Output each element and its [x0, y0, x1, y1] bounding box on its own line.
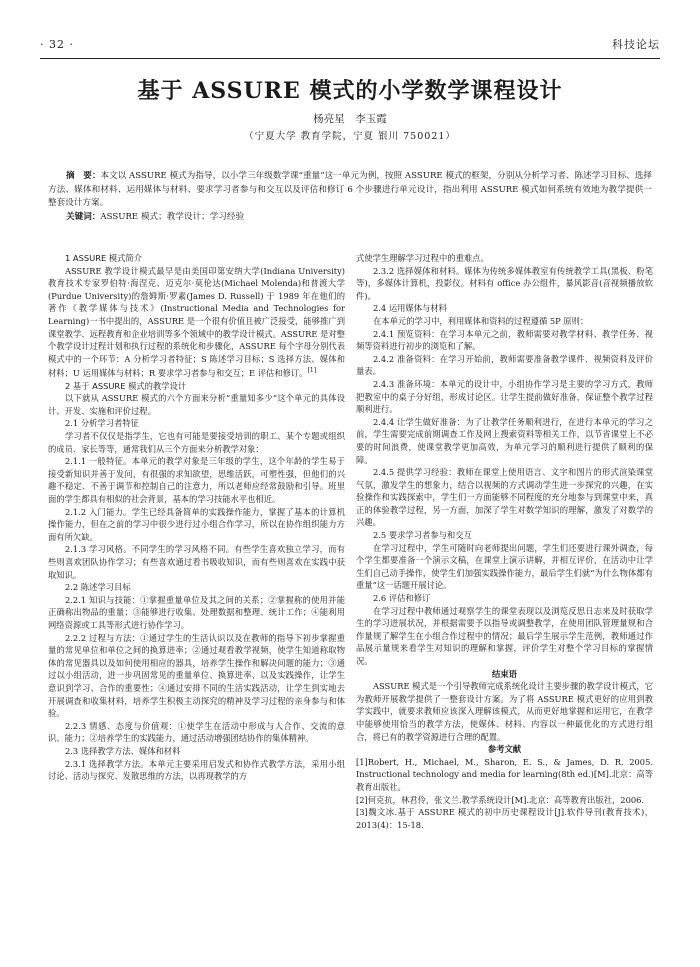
keywords-label: 关键词：	[66, 212, 101, 222]
paragraph: 2.1.2 入门能力。学生已经具备简单的实践操作能力，掌握了基本的计算机操作能力，但在之前的学习中很少进行过小组合作学习，所以在协作组织能力方面有所欠缺。	[48, 506, 345, 542]
paragraph: 在本单元的学习中，利用媒体和资料的过程遵循 5P 原则：	[373, 315, 589, 326]
header-rule	[40, 58, 660, 59]
right-column	[356, 252, 653, 831]
paragraph: 2.3.1 选择教学方法。本单元主要采用启发式和协作式教学方法，采用小组讨论、活动与探究、发散思维的方法，以再现教学的方	[48, 758, 345, 782]
left-column	[48, 252, 345, 783]
paragraph: 式使学生理解学习过程中的重难点。	[356, 253, 489, 263]
column-name: 科技论坛	[612, 38, 660, 51]
keywords-text: ASSURE 模式；教学设计；学习经验	[100, 212, 245, 222]
page-number: · 32 ·	[40, 38, 74, 51]
reference-item: [1]Robert, H., Michael, M., Sharon, E. S., & James, D. R. 2005. Instructional technology and media for learning(8th ed.)[M].北京：高等教育出版社。	[356, 756, 653, 792]
affiliation: （宁夏大学 教育学院，宁夏 银川 750021）	[244, 131, 456, 142]
paragraph: 2.3.2 选择媒体和材料。媒体为传统多媒体教室有传统教学工具(黑板、粉笔等)，多媒体计算机，投影仪。材料有 office 办公组件，暴风影音(音视频播放软件)。	[356, 265, 653, 301]
reference-item: [2]何克抗，林君伶，张文兰.教学系统设计[M].北京：高等教育出版社，2006.	[356, 794, 645, 805]
paragraph: ASSURE 模式是一个引导教师完成系统化设计主要步骤的教学设计模式，它为教师开展教学提供了一整套设计方案。为了将 ASSURE 模式更好的应用到教学实践中，就要求教师应该深入理解该模式，从而更好地掌握和运用它，在教学中能够使用恰当的教学方法，使媒体、材料、内容以一种最优化的方式进行组合，将已有的教学资源进行合理的配置。	[356, 681, 653, 742]
references-heading: 参考文献	[487, 744, 522, 755]
citation: [1]	[307, 367, 317, 375]
paragraph: 2.4.1 预览资料：在学习本单元之前，教师需要对教学材料、教学任务、视频等资料进行初步的浏览和了解。	[356, 328, 653, 352]
authors: 杨亮星 李玉霞	[313, 113, 387, 125]
subsection-heading: 2.3 选择教学方法、媒体和材料	[65, 745, 181, 756]
abstract-label: 摘 要：	[66, 171, 101, 181]
paragraph: 2.4.4 让学生做好准备：为了让教学任务顺利进行，在进行本单元的学习之前，学生需要完成前期调查工作及网上搜索资料等相关工作，以节省课堂上不必要的时间浪费，使课堂教学更加高效，为单元学习的顺利进行提供了顺利的保障。	[356, 416, 653, 465]
paragraph: 2.2.3 情感、态度与价值观：①使学生在活动中形成与人合作、交流的意识、能力；②培养学生的实践能力，通过活动增强团结协作的集体精神。	[48, 720, 345, 744]
paragraph: 2.4.5 提供学习经验：教师在课堂上使用语言、文字和图片的形式渲染课堂气氛，激发学生的想象力，结合以视频的方式调动学生进一步探究的兴趣，在实验操作和实践探索中，学生们一方面能够不同程度的充分地参与到课堂中来，真正的体验教学过程，另一方面，加深了学生对数学知识的理解，激发了对数学的兴趣。	[356, 467, 653, 528]
paragraph: 2.2.1 知识与技能：①掌握重量单位及其之间的关系；②掌握称的使用并能正确称出物品的重量；③能够进行收集、处理数据和整理、统计工作；④能利用网络资源或工具等形式进行协作学习。	[48, 594, 345, 630]
paragraph: 2.4.2 准备资料：在学习开始前，教师需要准备教学课件、视频资料及评价量表。	[356, 353, 653, 377]
paragraph: 以下就从 ASSURE 模式的六个方面来分析“重量知多少”这个单元的具体设计、开发、实施和评价过程。	[48, 393, 345, 416]
paragraph: 在学习过程中，学生可随时向老师提出问题，学生们还要进行课外调查，每个学生都要准备一个演示文稿，在课堂上演示讲解，并相互评价，在活动中让学生们自己动手操作，使学生们加强实践操作能力，最后学生们就“为什么物体都有重量”这一话题开展讨论。	[356, 542, 653, 591]
paragraph	[48, 265, 345, 380]
conclusion-heading: 结束语	[492, 668, 517, 679]
subsection-heading: 2.5 要求学习者参与和交互	[373, 530, 472, 541]
keywords	[48, 211, 652, 225]
paragraph: 2.1.1 一般特征。本单元的教学对象是三年级的学生，这个年龄的学生易于接受新知识并善于发问，有很强的求知欲望，思维活跃，可塑性强，但他们的兴趣不稳定、不善于调节和控制自己的注意力，所以老师应经常鼓励和引导。班里面的学生都具有相似的社会背景，基本的学习技能水平也相近。	[48, 456, 345, 505]
subsection-heading: 2.6 评估和修订	[373, 593, 431, 604]
abstract	[48, 170, 652, 211]
paragraph: 学习者不仅仅是指学生，它也有可能是要接受培训的职工、某个专题或组织的成员、家长等等，通常我们从三个方面来分析教学对象：	[48, 431, 345, 454]
paragraph: 2.2.2 过程与方法：①通过学生的生活认识以及在教师的指导下初步掌握重量的常见单位和单位之间的换算进率；②通过观看教学视频，使学生知道称取物体的常见器具以及如何使用相应的器具，培养学生操作和解决问题的能力；③通过以小组活动，进一步巩固常见的重量单位、换算进率、以及实践操作，让学生意识到学习、合作的重要性；④通过安排不同的生活实践活动，让学生到实地去开展调查和收集材料，培养学生积极主动探究的精神及学习过程的亲身参与和体验。	[48, 632, 345, 719]
subsection-heading: 2.2 陈述学习目标	[65, 582, 131, 593]
abstract-text: 本文以 ASSURE 模式为指导，以小学三年级数学课“重量”这一单元为例，按照 ASSURE 模式的框架，分别从分析学习者、陈述学习目标、选择方法、媒体和材料、运用媒体与材料、要求学习者参与和交互以及评估和修订 6 个步骤进行单元设计，指出利用 ASSURE 模式如何系统有效地为教学提供一整套设计方案。	[48, 171, 652, 208]
subsection-heading: 2.1 分析学习者特征	[65, 418, 139, 429]
paragraph: 2.1.3 学习风格。不同学生的学习风格不同。有些学生喜欢独立学习，而有些则喜欢团队协作学习；有些喜欢通过看书吸收知识，而有些则喜欢在实践中获取知识。	[48, 544, 345, 580]
paragraph: 在学习过程中教师通过观察学生的课堂表现以及浏览反思日志来及时获取学生的学习进展状况，并根据需要予以指导或调整教学，在使用团队管理量规和合作量规了解学生在小组合作过程中的情况；最后学生展示学生范例，教师通过作品展示量规来看学生对知识的理解和掌握，评价学生对整个学习目标的掌握情况。	[356, 605, 653, 666]
paragraph: 2.4.3 准备环境：本单元的设计中，小组协作学习是主要的学习方式，教师把教室中的桌子分好组，形成讨论区。让学生提前做好准备，保证整个教学过程顺利进行。	[356, 378, 653, 415]
section-heading: 1 ASSURE 模式简介	[65, 253, 143, 263]
subsection-heading: 2.4 运用媒体与材料	[373, 303, 447, 314]
paragraph-text: ASSURE 教学设计模式最早是由美国印第安纳大学(Indiana University) 教育技术专家罗伯特·海涅克、迈克尔·莫伦达(Michael Molenda)和普渡大学(Purdue University)的詹姆斯·罗素(James D. Russell) 于 1989 年在他们的著作《教学媒体与技术》(Instructional Media and Technologies for Learning)一书中提出的，ASSURE 是一个很有价值且被广泛接受，能够推广到课堂教学、远程教育和企业培训等多个领域中的教学设计模式。ASSURE 是对整个教学设计过程计划和执行过程的系统化和步骤化，ASSURE 每个字母分别代表模式中的一个环节：A 分析学习者特征；S 陈述学习目标；S 选择方法、媒体和材料；U 运用媒体与材料；R 要求学习者参与和交互；E 评估和修订。	[48, 265, 345, 379]
paper-title: 基于 ASSURE 模式的小学数学课程设计	[137, 78, 563, 104]
reference-item: [3]魏文冰.基于 ASSURE 模式的初中历史课程设计[J].软件导刊(教育技术)，2013(4)：15-18.	[356, 807, 653, 830]
section-heading: 2 基于 ASSURE 模式的教学设计	[65, 380, 187, 391]
